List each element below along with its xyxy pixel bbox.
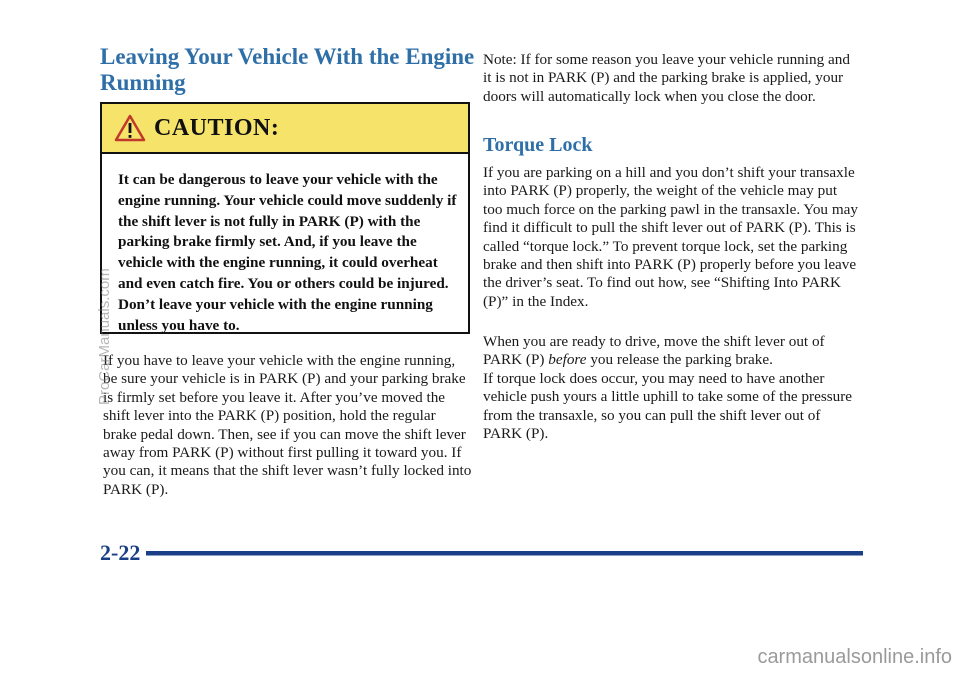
torque-lock-paragraph-1: If you are parking on a hill and you don’t shift your transaxle into PARK (P) properly, the weight of the vehicle may put too much force on the parking pawl in the transaxle. You may find it difficult to pull the shift lever out of PARK (P). This is called “torque lock.” To prevent torque lock, set the parking brake and then shift into PARK (P) properly before you leave the driver’s seat. To find out how, see “Shifting Into PARK (P)” in the Index. bbox=[483, 164, 858, 310]
paragraph-2-text-start: When you are ready to drive, move the shift lever out of PARK (P) bbox=[483, 333, 825, 369]
torque-lock-paragraph-2 bbox=[483, 333, 858, 370]
paragraph-2-text-end: you release the parking brake. bbox=[586, 351, 773, 369]
bottom-watermark: carmanualsonline.info bbox=[757, 646, 952, 668]
caution-label: CAUTION: bbox=[154, 114, 280, 141]
section-heading-leaving-vehicle: Leaving Your Vehicle With the Engine Running bbox=[100, 44, 475, 95]
caution-header bbox=[102, 104, 468, 154]
section-heading-torque-lock: Torque Lock bbox=[483, 134, 593, 156]
emphasis-before: before bbox=[548, 351, 587, 369]
note-paragraph: Note: If for some reason you leave your vehicle running and it is not in PARK (P) and the parking brake is applied, your doors will automatically lock when you close the door. bbox=[483, 51, 850, 105]
caution-box bbox=[100, 102, 470, 334]
caution-text: It can be dangerous to leave your vehicle with the engine running. Your vehicle could move suddenly if the shift lever is not fully in PARK (P) with the parking brake firmly set. And, if you leave the vehicle with the engine running, it could overheat and even catch fire. You or others could be injured. Don’t leave your vehicle with the engine running unless you have to. bbox=[118, 171, 457, 334]
side-watermark: ProCarManuals.com bbox=[96, 268, 113, 405]
engine-running-paragraph: If you have to leave your vehicle with the engine running, be sure your vehicle is in PARK (P) and your parking brake is firmly set before you leave it. After you’ve moved the shift lever into the PARK (P) position, hold the regular brake pedal down. Then, see if you can move the shift lever away from PARK (P) without first pulling it toward you. If you can, it means that the shift lever wasn’t fully locked into PARK (P). bbox=[103, 352, 472, 498]
footer-rule bbox=[146, 551, 863, 556]
page-footer bbox=[100, 540, 863, 566]
page-number: 2-22 bbox=[100, 540, 141, 565]
torque-lock-paragraph-3: If torque lock does occur, you may need to have another vehicle push yours a little uphill to take some of the pressure from the transaxle, so you can pull the shift lever out of PARK (P). bbox=[483, 370, 853, 443]
warning-triangle-icon bbox=[114, 114, 146, 142]
